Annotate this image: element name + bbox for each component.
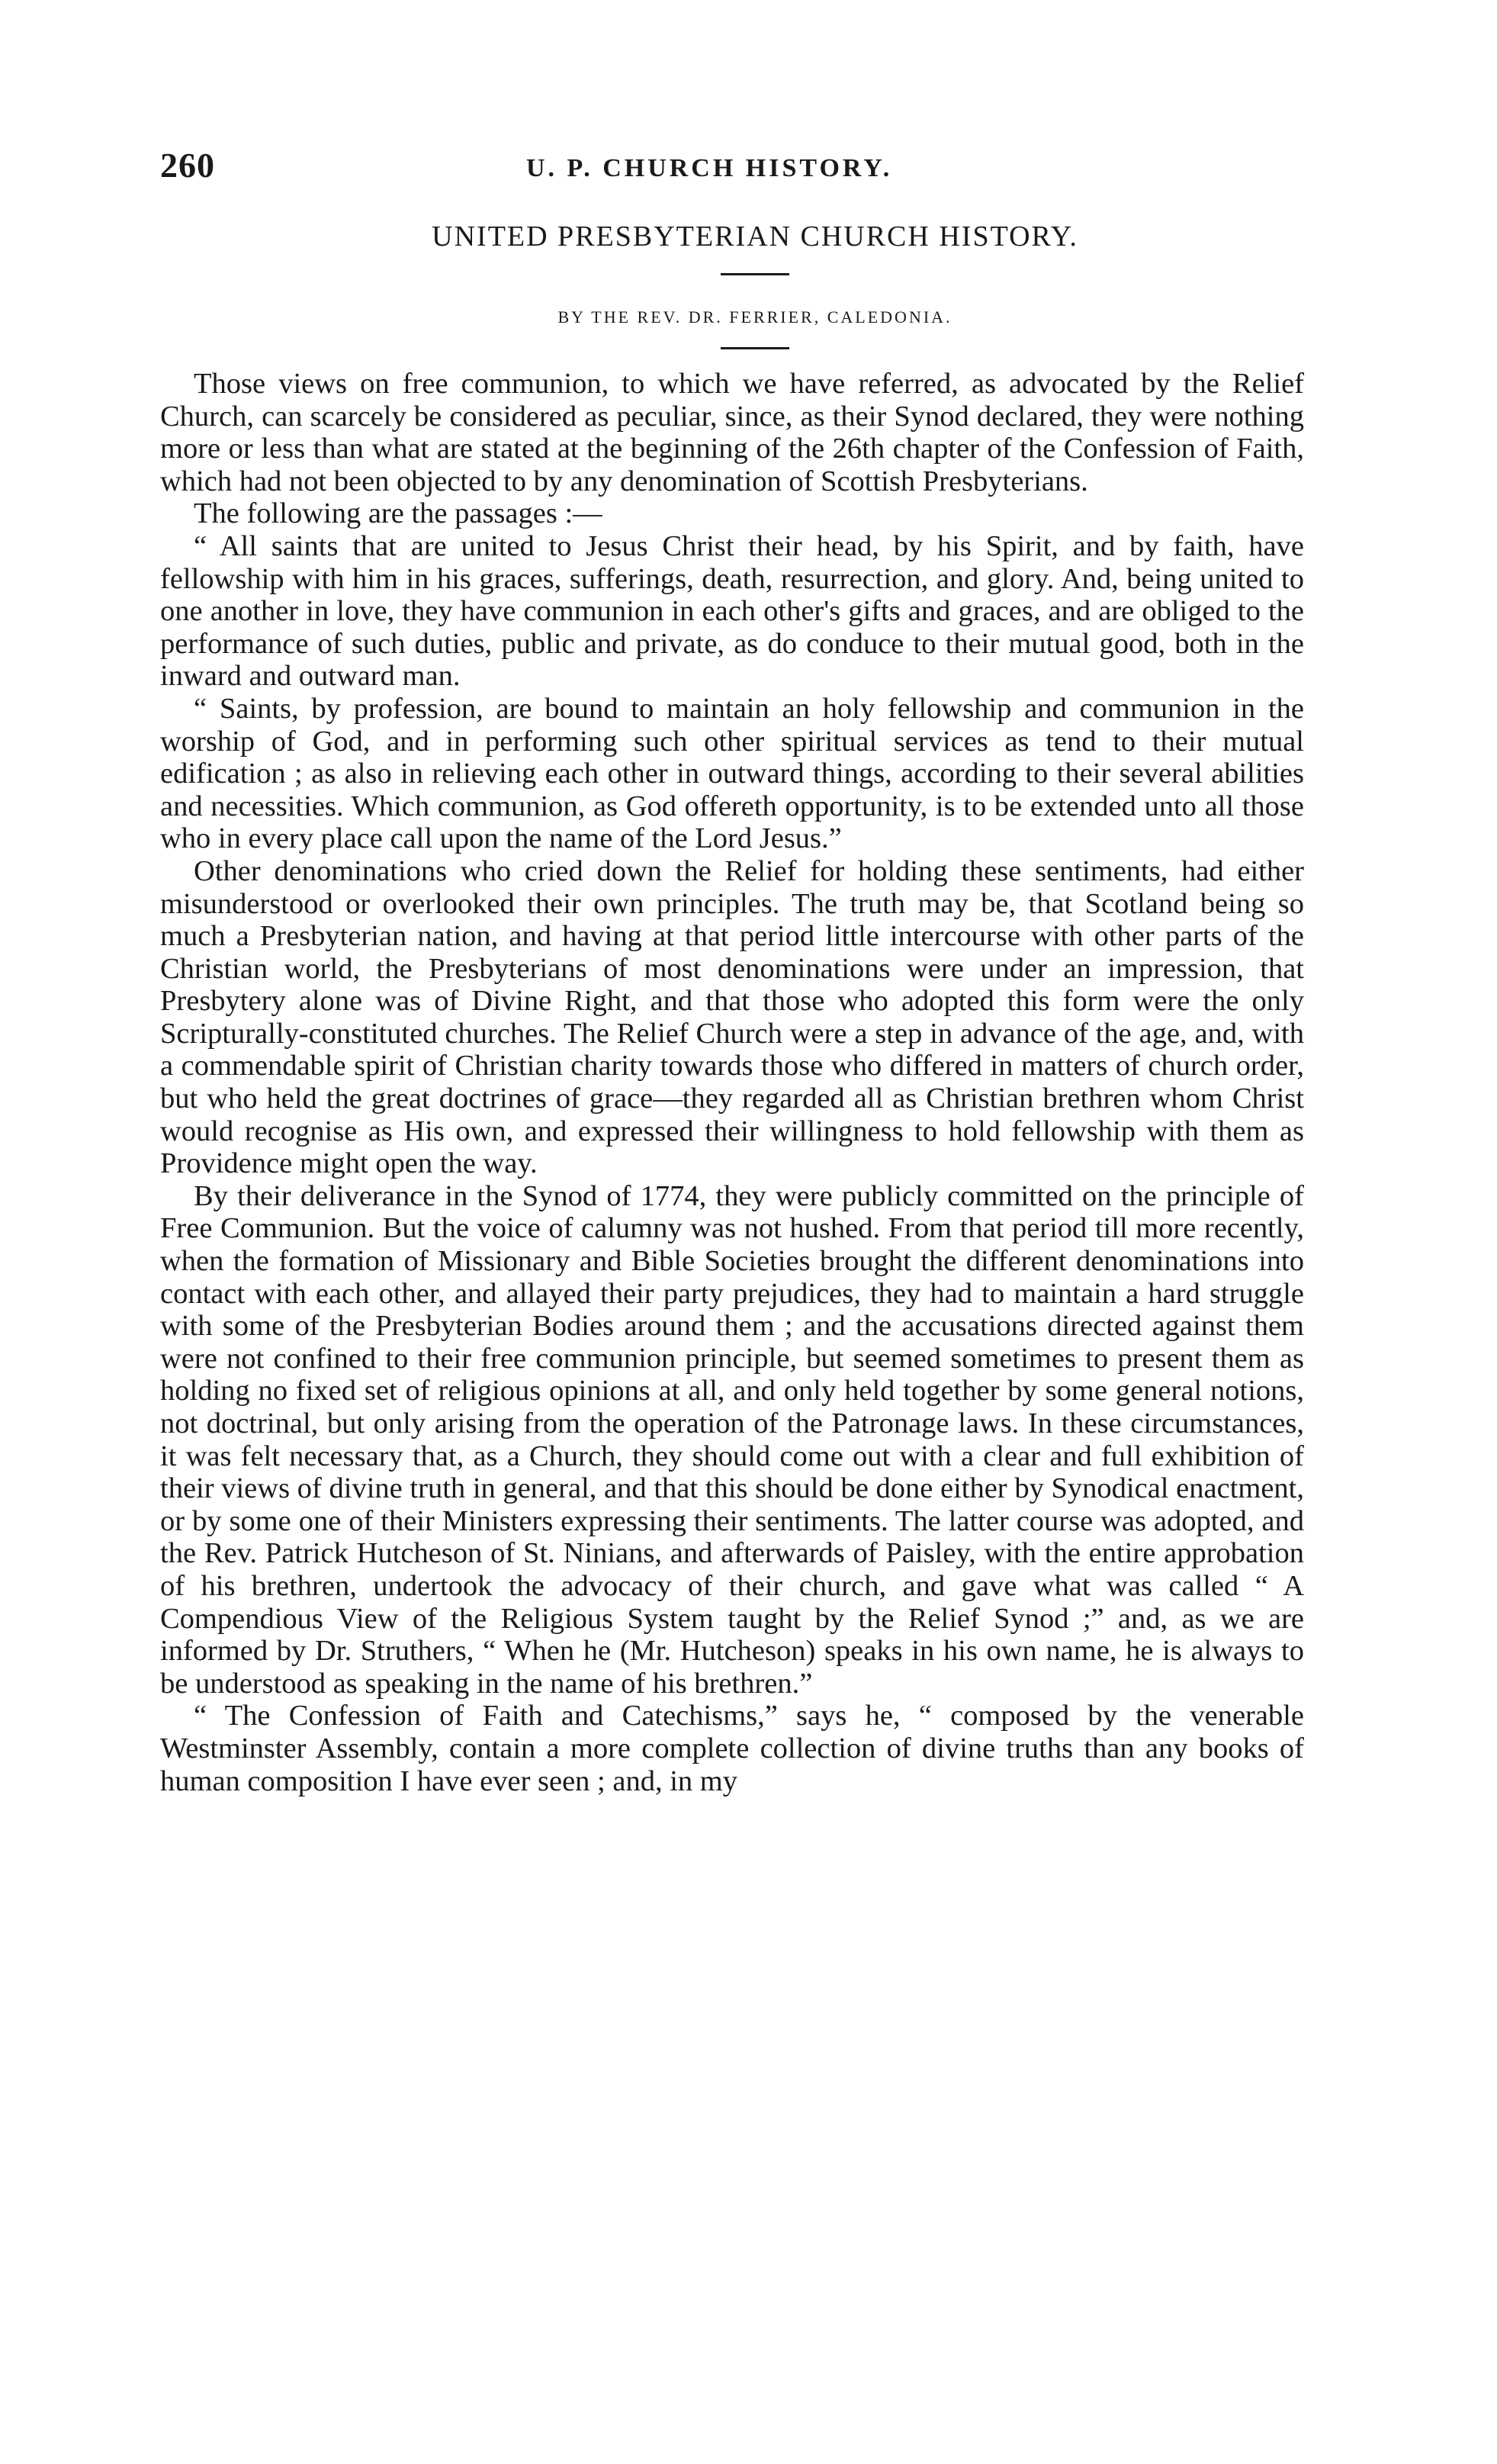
running-title: U. P. CHURCH HISTORY. — [526, 154, 893, 182]
paragraph-quote-1: “ All saints that are united to Jesus Christ their head, by his Spirit, and by faith, have fellowship with him in his graces, sufferings, death, resurrection, and glory. And, being united to one another in love, they have communion in each other's gifts and graces, and are obliged to the performance of such duties, public and private, as do conduce to their mutual good, both in the inward and outward man. — [160, 529, 1304, 693]
book-page — [160, 145, 1304, 1797]
paragraph-intro: Those views on free communion, to which we have referred, as advocated by the Relief Church, can scarcely be considered as peculiar, since, as their Synod declared, they were nothing more or less than what are stated at the beginning of the 26th chapter of the Confession of Faith, which had not been objected to by any denomination of Scottish Presbyterians. — [160, 368, 1304, 497]
title-divider — [721, 273, 789, 275]
running-head — [160, 145, 1304, 198]
page-number: 260 — [160, 146, 215, 185]
article-title: UNITED PRESBYTERIAN CHURCH HISTORY. — [432, 220, 1078, 253]
paragraph-passages-lead: The following are the passages :— — [194, 497, 602, 530]
article-body — [160, 368, 1304, 1797]
paragraph-synod-1774: By their deliverance in the Synod of 1774, they were publicly committed on the principle of Free Communion. But the voice of calumny was not hushed. From that period till more recently, when the formation of Missionary and Bible Societies brought the different denominations into contact with each other, and allayed their party prejudices, they had to maintain a hard struggle with some of the Presbyterian Bodies around them ; and the accusations directed against them were not confined to their free communion principle, but seemed sometimes to present them as holding no fixed set of religious opinions at all, and only held together by some general notions, not doctrinal, but only arising from the operation of the Patronage laws. In these circumstances, it was felt necessary that, as a Church, they should come out with a clear and full exhibition of their views of divine truth in general, and that this should be done either by Synodical enactment, or by some one of their Ministers expressing their sentiments. The latter course was adopted, and the Rev. Patrick Hutcheson of St. Ninians, and afterwards of Paisley, with the entire approbation of his brethren, undertook the advocacy of their church, and gave what was called “ A Compendious View of the Religious System taught by the Relief Synod ;” and, as we are informed by Dr. Struthers, “ When he (Mr. Hutcheson) speaks in his own name, he is always to be understood as speaking in the name of his brethren.” — [160, 1179, 1304, 1700]
author-byline: BY THE REV. DR. FERRIER, CALEDONIA. — [557, 307, 952, 326]
paragraph-confession: “ The Confession of Faith and Catechisms,” says he, “ composed by the venerable Westminster Assembly, contain a more complete collection of divine truths than any books of human composition I have ever seen ; and, in my — [160, 1700, 1304, 1797]
paragraph-quote-2: “ Saints, by profession, are bound to maintain an holy fellowship and communion in the worship of God, and in performing such other spiritual services as tend to their mutual edification ; as also in relieving each other in outward things, according to their several abilities and necessities. Which communion, as God offereth opportunity, is to be extended unto all those who in every place call upon the name of the Lord Jesus.” — [160, 692, 1304, 855]
paragraph-other-denominations: Other denominations who cried down the Relief for holding these sentiments, had either misunderstood or overlooked their own principles. The truth may be, that Scotland being so much a Presbyterian nation, and having at that period little intercourse with other parts of the Christian world, the Presbyterians of most denominations were under an impression, that Presbytery alone was of Divine Right, and that those who adopted this form were the only Scripturally-constituted churches. The Relief Church were a step in advance of the age, and, with a commendable spirit of Christian charity towards those who differed in matters of church order, but who held the great doctrines of grace—they regarded all as Christian brethren whom Christ would recognise as His own, and expressed their willingness to hold fellowship with them as Providence might open the way. — [160, 854, 1304, 1180]
byline-divider — [721, 347, 789, 349]
